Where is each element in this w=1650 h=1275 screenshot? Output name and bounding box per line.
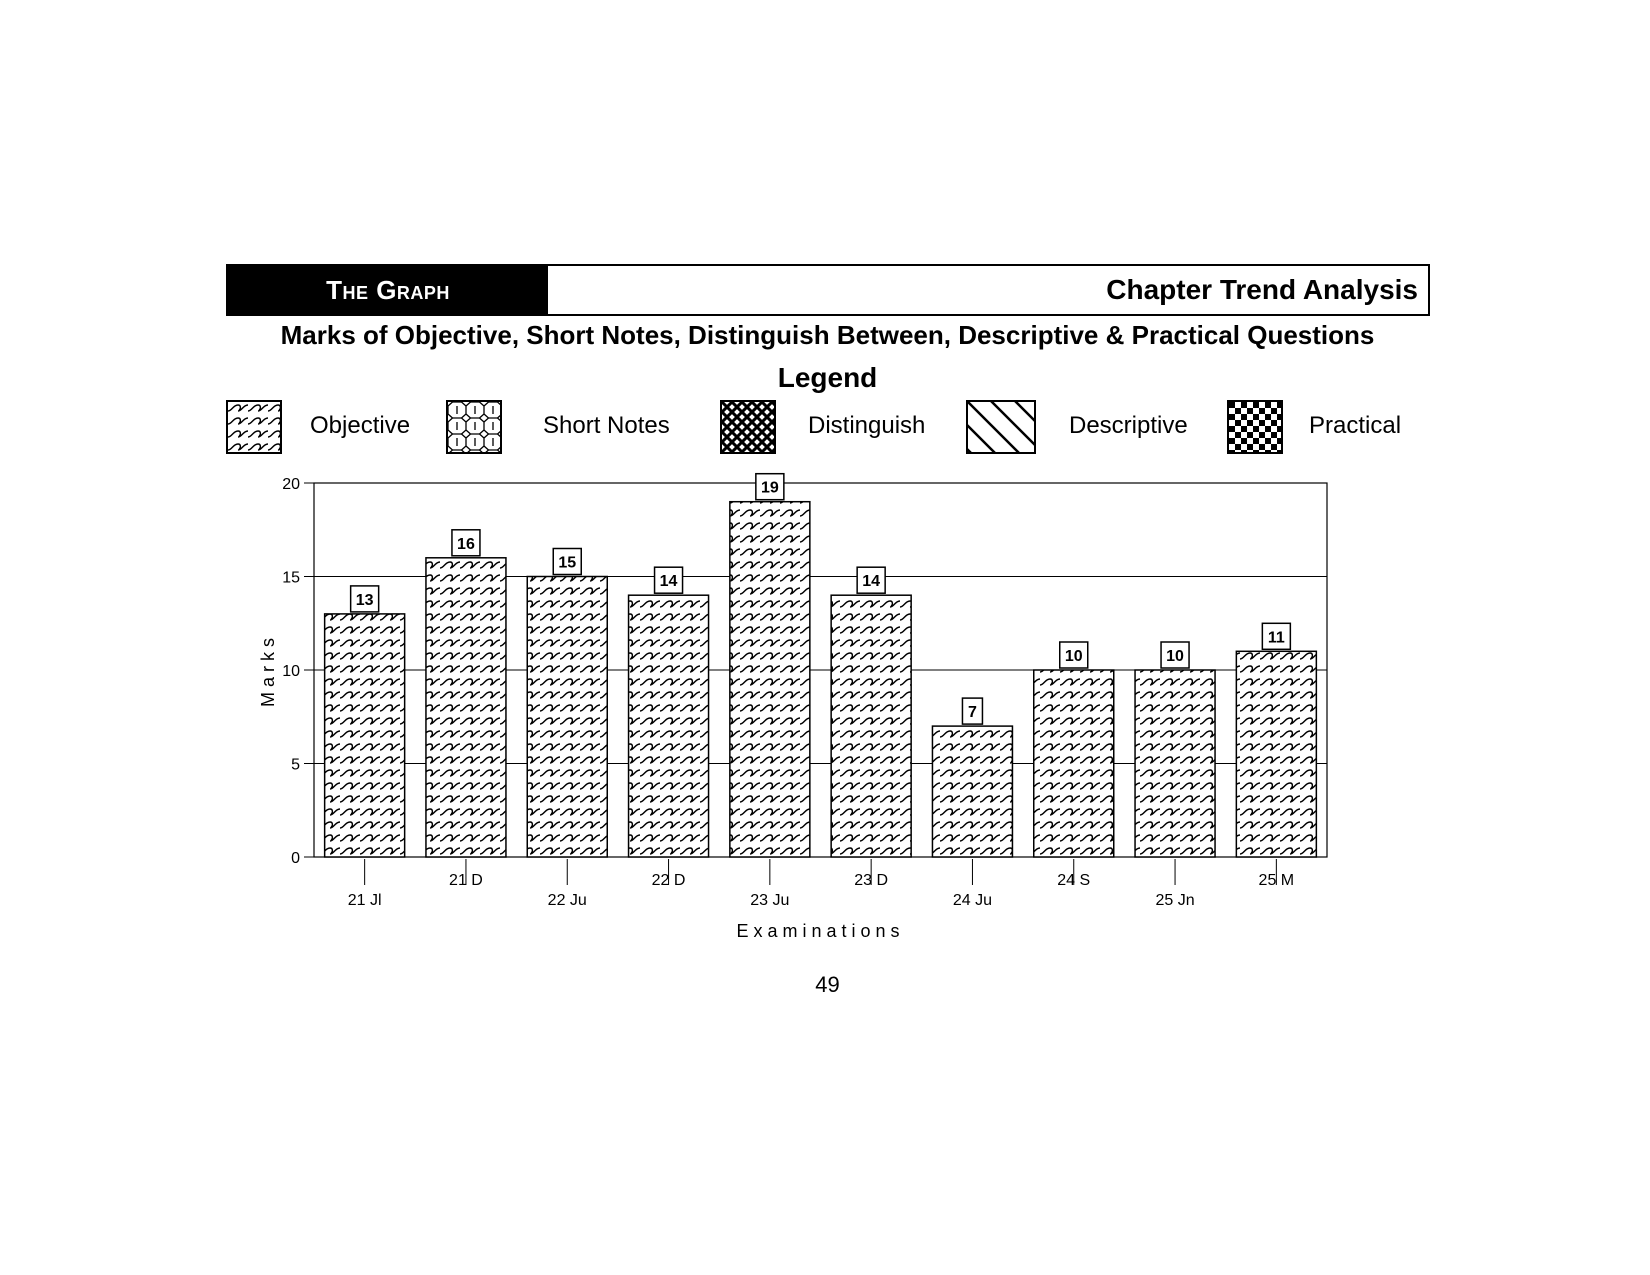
x-tick-label: 25 Jn — [1155, 892, 1195, 909]
bar — [629, 595, 709, 857]
data-label: 14 — [659, 573, 678, 591]
section-label: The Graph — [228, 266, 548, 314]
y-tick-label: 0 — [291, 850, 300, 867]
x-tick-label: 22 D — [651, 872, 686, 889]
legend-label-objective: Objective — [310, 412, 411, 439]
x-tick-label: 23 D — [854, 872, 889, 889]
bar — [932, 726, 1012, 857]
bar — [1135, 670, 1215, 857]
y-axis-title: Marks — [258, 633, 278, 707]
legend-label-distinguish: Distinguish — [808, 412, 926, 439]
bar — [527, 577, 607, 858]
data-label: 14 — [862, 573, 881, 591]
x-tick-label: 21 D — [449, 872, 483, 889]
x-tick-label: 24 S — [1057, 872, 1091, 889]
x-tick-label: 23 Ju — [750, 892, 790, 909]
legend-title: Legend — [777, 362, 878, 393]
legend-label-descriptive: Descriptive — [1069, 412, 1188, 439]
bar — [730, 502, 810, 857]
data-label: 10 — [1166, 648, 1184, 665]
data-label: 11 — [1267, 629, 1285, 647]
bar — [325, 614, 405, 857]
x-tick-label: 21 Jl — [347, 892, 382, 909]
data-label: 10 — [1064, 648, 1083, 665]
data-label: 13 — [355, 591, 374, 609]
y-tick-label: 10 — [282, 663, 300, 680]
data-label: 16 — [457, 535, 475, 553]
x-tick-label: 22 Ju — [547, 892, 587, 909]
bar — [426, 558, 506, 857]
page-number: 49 — [815, 972, 840, 997]
data-label: 19 — [760, 479, 779, 497]
y-tick-label: 20 — [282, 476, 300, 493]
bar — [1034, 670, 1114, 857]
data-label: 7 — [967, 704, 977, 722]
legend-label-short-notes: Short Notes — [543, 412, 670, 439]
x-tick-label: 25 M — [1258, 872, 1295, 889]
x-tick-label: 24 Ju — [952, 892, 993, 909]
chart-title: Marks of Objective, Short Notes, Distinguish Between, Descriptive & Practical Questions — [280, 320, 1375, 350]
data-label: 15 — [558, 554, 577, 572]
bar — [831, 595, 911, 857]
x-axis-title: Examinations — [736, 921, 905, 941]
y-tick-label: 15 — [282, 569, 300, 587]
chapter-title: Chapter Trend Analysis — [1106, 274, 1418, 305]
y-tick-label: 5 — [291, 756, 300, 774]
bar — [1236, 651, 1316, 857]
legend-label-practical: Practical — [1309, 412, 1402, 439]
